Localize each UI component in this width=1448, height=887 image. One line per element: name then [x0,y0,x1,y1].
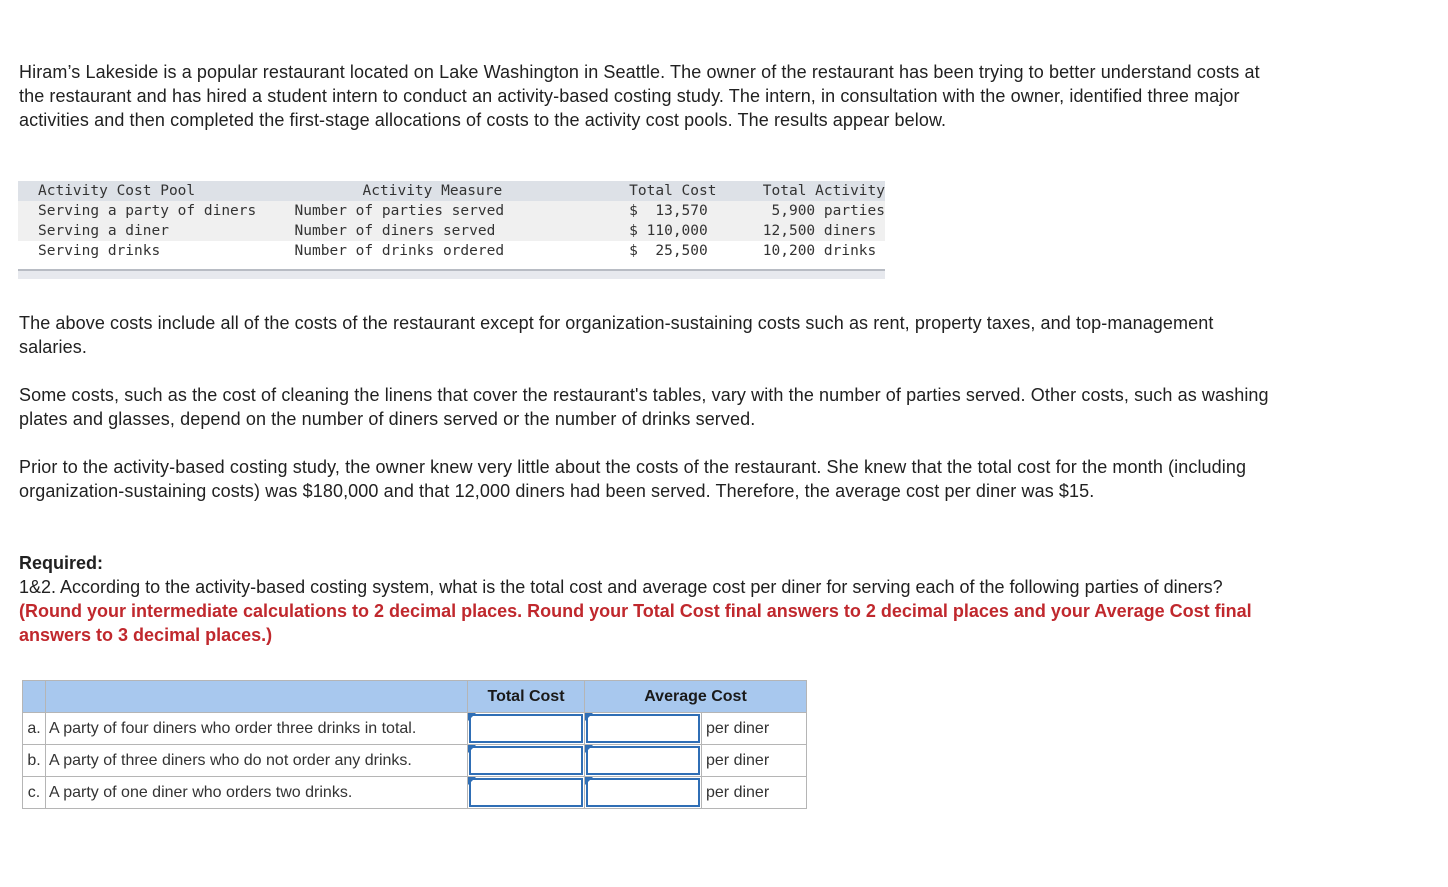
activity-cost-table [18,181,885,279]
cost-table-header [18,181,885,201]
cost-drivers-paragraph: Some costs, such as the cost of cleaning the linens that cover the restaurant's tables, vary with the number of parties served. Other costs, such as washing plates and glasses, depend on the number of diners served or the number of drinks served. [19,385,1269,429]
answer-table [22,680,807,809]
cell-pool: Serving drinks [38,243,161,259]
header-pool: Activity Cost Pool [38,183,196,199]
cell-measure: Number of parties served [294,203,505,219]
cell-activity: 5,900 parties [762,203,885,219]
unit-label: per diner [702,777,807,809]
cell-cost: $ 110,000 [629,223,708,239]
row-letter: b. [23,745,46,777]
average-cost-cell [585,777,702,809]
input-flag-icon [468,713,476,721]
average-cost-cell [585,713,702,745]
costs-note-paragraph: The above costs include all of the costs of the restaurant except for organization-sustaining costs such as rent, property taxes, and top-management salaries. [19,313,1214,357]
answer-row-b [23,745,807,777]
cost-table-row [18,241,885,261]
prior-costing-paragraph: Prior to the activity-based costing study, the owner knew very little about the costs of the restaurant. She knew that the total cost for the month (including organization-sustaining costs) was $180,000 and that 12,000 diners had been served. Therefore, the average cost per diner was $15. [19,457,1247,501]
cell-cost: $ 25,500 [629,243,708,259]
cell-activity: 10,200 drinks [762,243,877,259]
unit-label: per diner [702,745,807,777]
row-letter: c. [23,777,46,809]
input-flag-icon [468,745,476,753]
total-cost-cell [468,777,585,809]
header-measure: Activity Measure [362,183,503,199]
header-total-cost: Total Cost [468,681,585,713]
row-description: A party of one diner who orders two drinks. [46,777,468,809]
intro-paragraph: Hiram’s Lakeside is a popular restaurant located on Lake Washington in Seattle. The owner of the restaurant has been trying to better understand costs at the restaurant and has hired a student intern to conduct an activity-based costing study. The intern, in consultation with the owner, identified three major activities and then completed the first-stage allocations of costs to the activity cost pools. The results appear below. [19,62,1260,130]
cost-table-row [18,201,885,221]
average-cost-input-c[interactable] [586,778,700,807]
cell-pool: Serving a diner [38,223,169,239]
input-flag-icon [585,745,593,753]
required-question [19,575,1279,647]
header-average-cost: Average Cost [585,681,807,713]
table-bottom-rule [18,269,885,279]
header-blank-letter [23,681,46,713]
row-letter: a. [23,713,46,745]
input-flag-icon [585,777,593,785]
cell-cost: $ 13,570 [629,203,708,219]
average-cost-cell [585,745,702,777]
unit-label: per diner [702,713,807,745]
row-description: A party of four diners who order three drinks in total. [46,713,468,745]
input-flag-icon [585,713,593,721]
cell-measure: Number of diners served [294,223,496,239]
cell-measure: Number of drinks ordered [294,243,505,259]
total-cost-input-a[interactable] [469,714,583,743]
total-cost-input-c[interactable] [469,778,583,807]
header-total-activity: Total Activity [762,183,885,199]
average-cost-input-a[interactable] [586,714,700,743]
cost-table-row [18,221,885,241]
answer-row-a [23,713,807,745]
header-total-cost: Total Cost [629,183,717,199]
row-description: A party of three diners who do not order any drinks. [46,745,468,777]
input-flag-icon [468,777,476,785]
total-cost-cell [468,713,585,745]
rounding-instruction: (Round your intermediate calculations to 2 decimal places. Round your Total Cost final answers to 2 decimal places and your Average Cost final answers to 3 decimal places.) [19,601,1252,645]
total-cost-input-b[interactable] [469,746,583,775]
cell-pool: Serving a party of diners [38,203,257,219]
question-text: 1&2. According to the activity-based costing system, what is the total cost and average cost per diner for serving each of the following parties of diners? [19,577,1223,597]
total-cost-cell [468,745,585,777]
header-blank-desc [46,681,468,713]
required-heading: Required: [19,553,104,573]
cell-activity: 12,500 diners [762,223,877,239]
answer-table-header [23,681,807,713]
average-cost-input-b[interactable] [586,746,700,775]
answer-row-c [23,777,807,809]
